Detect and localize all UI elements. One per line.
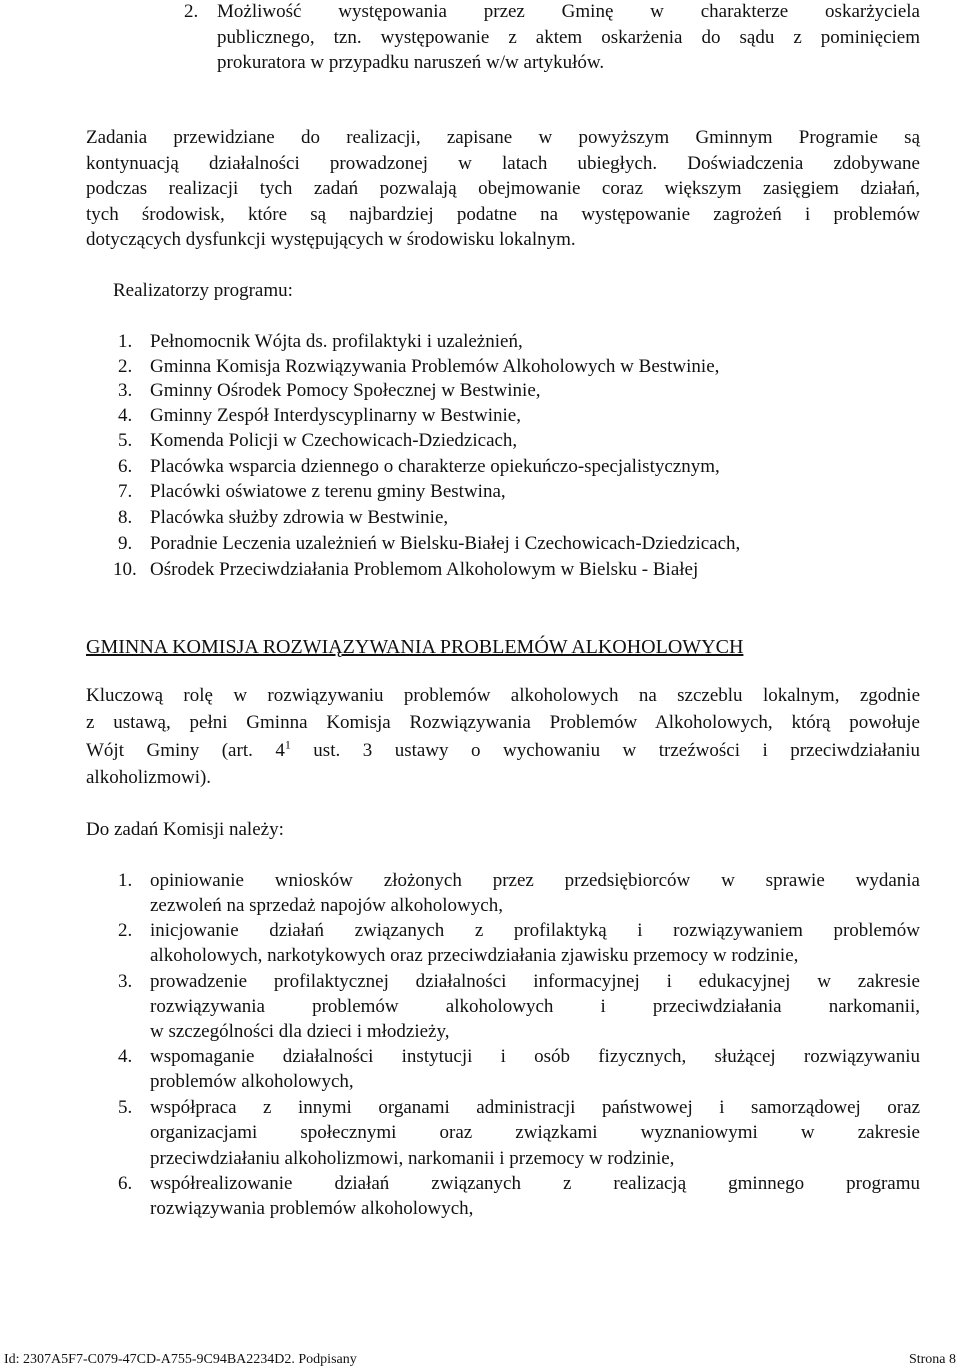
list-item-text: Pełnomocnik Wójta ds. profilaktyki i uzależnień, <box>150 331 523 352</box>
list-item-text: Placówka służby zdrowia w Bestwinie, <box>150 507 449 528</box>
list-item-number: 1. <box>118 331 133 352</box>
list-item-number: 4. <box>118 1046 133 1067</box>
list-item-text: Gminna Komisja Rozwiązywania Problemów Alkoholowych w Bestwinie, <box>150 356 720 377</box>
list-item-text: problemów alkoholowych, <box>150 1071 354 1092</box>
list-item-number: 2. <box>118 356 133 377</box>
list-item-text: Placówka wsparcia dziennego o charakterze opiekuńczo-specjalistycznym, <box>150 456 720 477</box>
list-item-text: Gminny Ośrodek Pomocy Społecznej w Bestwinie, <box>150 380 541 401</box>
intro-item-number: 2. <box>184 1 199 22</box>
paragraph-text-part: ust. 3 ustawy o wychowaniu w trzeźwości i przeciwdziałaniu <box>290 740 920 761</box>
list-item-number: 1. <box>118 870 133 891</box>
paragraph-text: z ustawą, pełni Gminna Komisja Rozwiązywania Problemów Alkoholowych, którą powołuje <box>86 712 920 733</box>
section-heading: GMINNA KOMISJA ROZWIĄZYWANIA PROBLEMÓW ALKOHOLOWYCH <box>86 636 744 658</box>
paragraph-text: podczas realizacji tych zadań pozwalają obejmowanie coraz większym zasięgiem działań, <box>86 178 920 199</box>
list-item-text: rozwiązywania problemów alkoholowych, <box>150 1198 474 1219</box>
intro-item-line: Możliwość występowania przez Gminę w charakterze oskarżyciela <box>217 1 920 22</box>
list-item-text: inicjowanie działań związanych z profilaktyką i rozwiązywaniem problemów <box>150 920 920 941</box>
superscript: 1 <box>284 737 291 752</box>
list-item-text: zezwoleń na sprzedaż napojów alkoholowych, <box>150 895 503 916</box>
list-item-text: Poradnie Leczenia uzależnień w Bielsku-Białej i Czechowicach-Dziedzicach, <box>150 533 741 554</box>
intro-item-line: prokuratora w przypadku naruszeń w/w artykułów. <box>217 52 605 73</box>
paragraph-text: Kluczową rolę w rozwiązywaniu problemów alkoholowych na szczeblu lokalnym, zgodnie <box>86 685 920 706</box>
footer-document-id: Id: 2307A5F7-C079-47CD-A755-9C94BA2234D2. Podpisany <box>4 1352 357 1367</box>
list-item-number: 5. <box>118 1097 133 1118</box>
list-item-number: 9. <box>118 533 133 554</box>
list-item-text: wspomaganie działalności instytucji i osób fizycznych, służącej rozwiązywaniu <box>150 1046 920 1067</box>
list-item-text: przeciwdziałaniu alkoholizmowi, narkomanii i przemocy w rodzinie, <box>150 1148 675 1169</box>
paragraph-text-part: Wójt Gminy (art. 4 <box>86 740 285 761</box>
paragraph-text: alkoholizmowi). <box>86 767 212 788</box>
list-item-text: organizacjami społecznymi oraz związkami wyznaniowymi w zakresie <box>150 1122 920 1143</box>
list-item-text: prowadzenie profilaktycznej działalności informacyjnej i edukacyjnej w zakresie <box>150 971 920 992</box>
paragraph-text: dotyczących dysfunkcji występujących w środowisku lokalnym. <box>86 229 576 250</box>
list-item-text: Placówki oświatowe z terenu gminy Bestwina, <box>150 481 506 502</box>
list-item-number: 6. <box>118 456 133 477</box>
list-item-text: rozwiązywania problemów alkoholowych i przeciwdziałania narkomanii, <box>150 996 920 1017</box>
list-item-text: Gminny Zespół Interdyscyplinarny w Bestwinie, <box>150 405 521 426</box>
list-item-text: współpraca z innymi organami administracji państwowej i samorządowej oraz <box>150 1097 920 1118</box>
list-item-text: współrealizowanie działań związanych z realizacją gminnego programu <box>150 1173 920 1194</box>
list-item-number: 6. <box>118 1173 133 1194</box>
list-item-number: 2. <box>118 920 133 941</box>
zadania-heading: Do zadań Komisji należy: <box>86 819 284 840</box>
list-item-text: alkoholowych, narkotykowych oraz przeciwdziałania zjawisku przemocy w rodzinie, <box>150 945 799 966</box>
footer-page-number: Strona 8 <box>908 1352 956 1367</box>
list-item-text: Ośrodek Przeciwdziałania Problemom Alkoholowym w Bielsku - Białej <box>150 559 699 580</box>
list-item-text: Komenda Policji w Czechowicach-Dziedzicach, <box>150 430 518 451</box>
intro-item-line: publicznego, tzn. występowanie z aktem oskarżenia do sądu z pominięciem <box>217 27 920 48</box>
paragraph-text <box>86 737 920 762</box>
list-item-number: 3. <box>118 380 133 401</box>
list-item-number: 7. <box>118 481 133 502</box>
list-item-text: w szczególności dla dzieci i młodzieży, <box>150 1021 450 1042</box>
list-item-number: 4. <box>118 405 133 426</box>
list-item-number: 5. <box>118 430 133 451</box>
paragraph-text: Zadania przewidziane do realizacji, zapisane w powyższym Gminnym Programie są <box>86 127 920 148</box>
list-item-number: 10. <box>113 559 137 580</box>
list-item-number: 3. <box>118 971 133 992</box>
realizatorzy-heading: Realizatorzy programu: <box>113 280 293 301</box>
list-item-text: opiniowanie wniosków złożonych przez przedsiębiorców w sprawie wydania <box>150 870 920 891</box>
paragraph-text: kontynuacją działalności prowadzonej w latach ubiegłych. Doświadczenia zdobywane <box>86 153 920 174</box>
paragraph-text: tych środowisk, które są najbardziej podatne na występowanie zagrożeń i problemów <box>86 204 920 225</box>
list-item-number: 8. <box>118 507 133 528</box>
